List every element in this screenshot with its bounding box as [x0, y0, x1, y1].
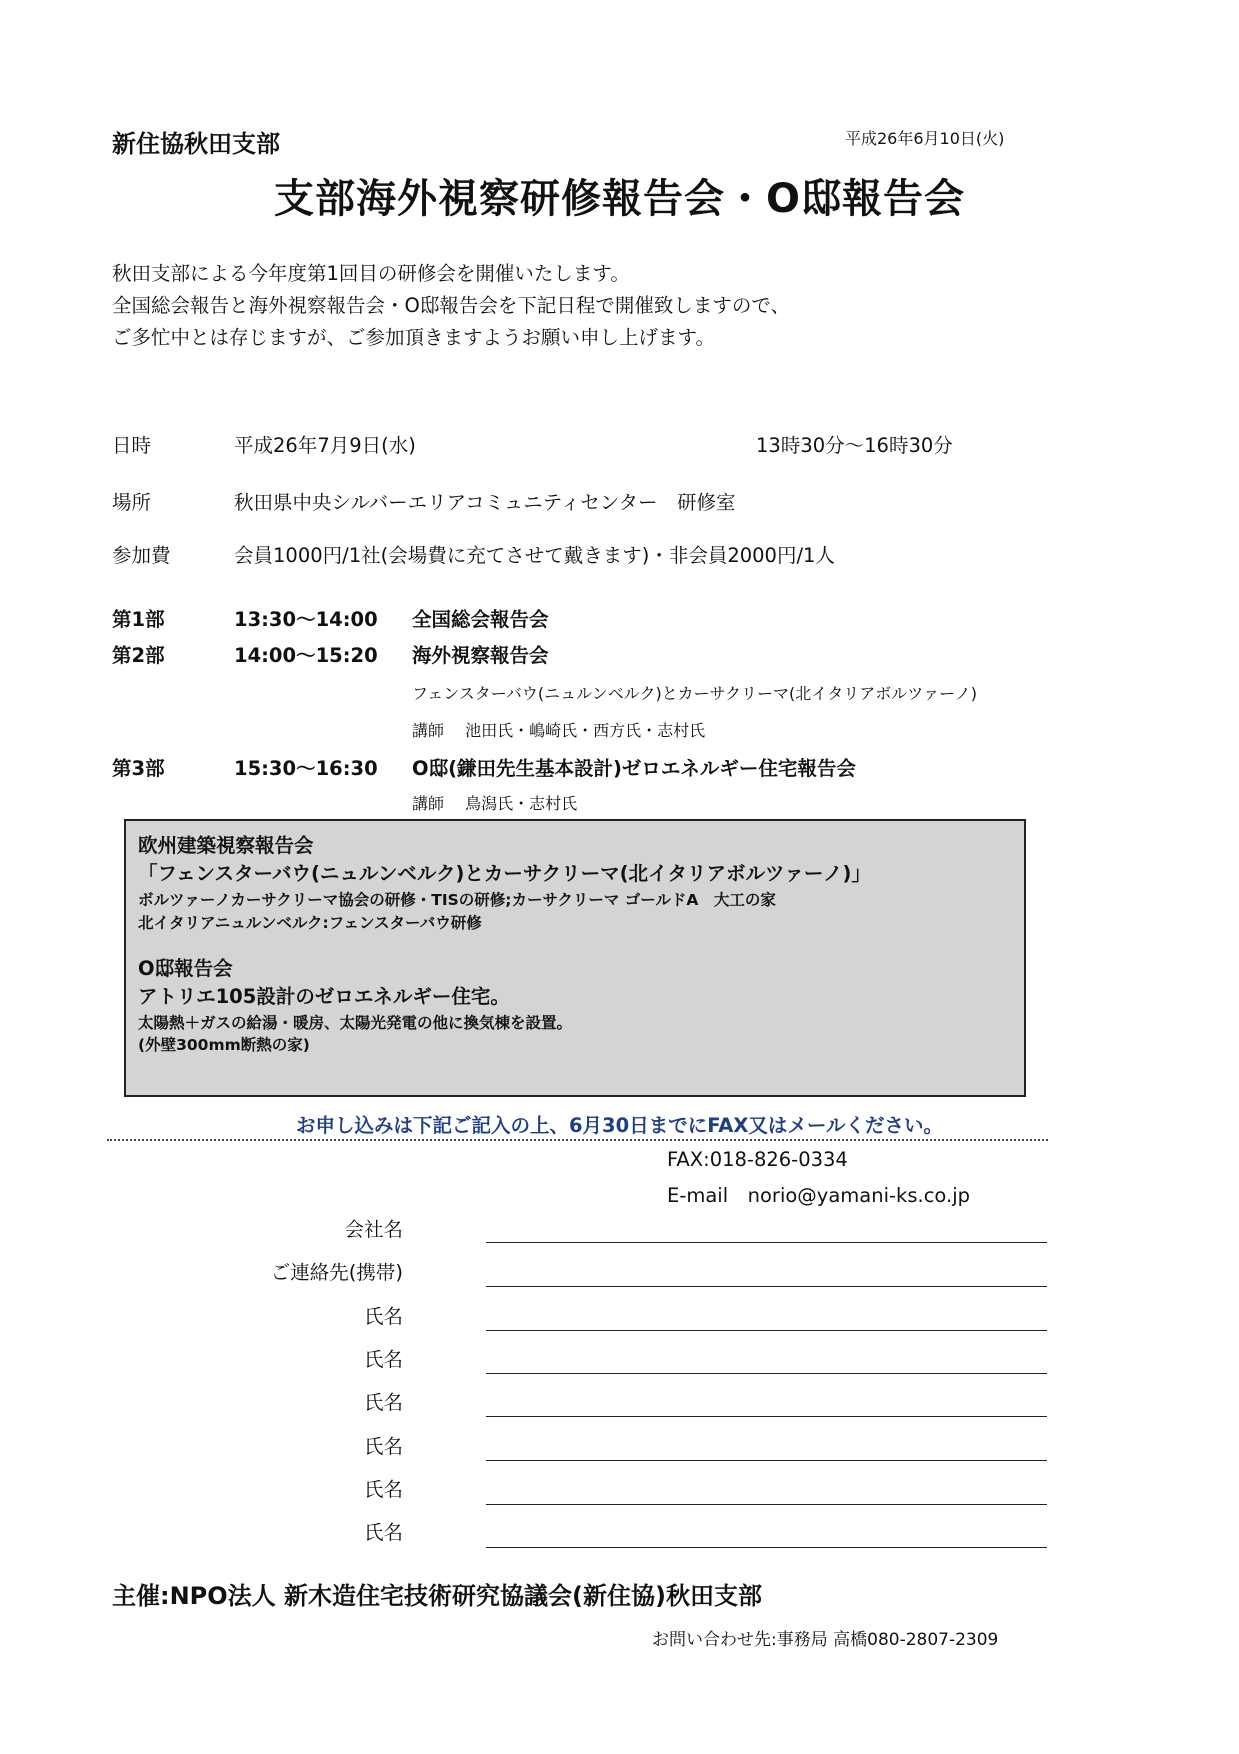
name-field-1[interactable]	[486, 1330, 1047, 1331]
box-line-4: (外壁300mm断熱の家)	[138, 1036, 310, 1054]
part2-lecturers: 講師 池田氏・嶋崎氏・西方氏・志村氏	[412, 721, 706, 740]
company-name-field[interactable]	[486, 1242, 1047, 1243]
fee-value: 会員1000円/1社(会場費に充てさせて戴きます)・非会員2000円/1人	[234, 544, 835, 567]
name-label-2: 氏名	[363, 1348, 403, 1371]
name-field-5[interactable]	[486, 1504, 1047, 1505]
name-label-3: 氏名	[363, 1391, 403, 1414]
name-label-6: 氏名	[363, 1521, 403, 1544]
application-notice: お申し込みは下記ご記入の上、6月30日までにFAX又はメールください。	[295, 1114, 944, 1137]
document-date: 平成26年6月10日(火)	[845, 129, 1005, 148]
part2-time: 14:00～15:20	[234, 644, 378, 667]
part2-subtitle: フェンスターバウ(ニュルンベルク)とカーサクリーマ(北イタリアボルツァーノ)	[412, 684, 978, 703]
box-line-2: 北イタリアニュルンベルク:フェンスターバウ研修	[138, 914, 482, 932]
name-field-4[interactable]	[486, 1460, 1047, 1461]
box-line-1: ボルツァーノカーサクリーマ協会の研修・TISの研修;カーサクリーマ ゴールドA 大工の家	[138, 891, 776, 909]
time-range: 13時30分～16時30分	[756, 434, 953, 457]
datetime-label: 日時	[112, 434, 152, 457]
intro-line-3: ご多忙中とは存じますが、ご参加頂きますようお願い申し上げます。	[112, 326, 715, 349]
box-subtitle-europe: 「フェンスターバウ(ニュルンベルク)とカーサクリーマ(北イタリアボルツァーノ)」	[138, 862, 871, 885]
fee-label: 参加費	[112, 544, 171, 567]
box-line-3: 太陽熱＋ガスの給湯・暖房、太陽光発電の他に換気棟を設置。	[138, 1014, 573, 1032]
part1-title: 全国総会報告会	[412, 608, 549, 631]
name-label-1: 氏名	[363, 1305, 403, 1328]
part1-time: 13:30～14:00	[234, 608, 378, 631]
box-heading-o-house: O邸報告会	[138, 957, 233, 980]
contact-label: ご連絡先(携帯)	[270, 1261, 403, 1284]
part3-label: 第3部	[112, 757, 165, 780]
part3-time: 15:30～16:30	[234, 757, 378, 780]
organizer: 主催:NPO法人 新木造住宅技術研究協議会(新住協)秋田支部	[112, 1582, 762, 1610]
inquiry-contact: お問い合わせ先:事務局 高橋080-2807-2309	[652, 1630, 999, 1650]
name-label-5: 氏名	[363, 1478, 403, 1501]
place-value: 秋田県中央シルバーエリアコミュニティセンター 研修室	[234, 491, 736, 514]
email-address[interactable]: E-mail norio@yamani-ks.co.jp	[667, 1184, 970, 1207]
box-subtitle-o-house: アトリエ105設計のゼロエネルギー住宅。	[138, 985, 510, 1008]
contact-field[interactable]	[486, 1286, 1047, 1287]
organization-name: 新住協秋田支部	[112, 130, 280, 158]
part3-title: O邸(鎌田先生基本設計)ゼロエネルギー住宅報告会	[412, 757, 856, 780]
name-field-3[interactable]	[486, 1416, 1047, 1417]
info-box	[124, 819, 1026, 1097]
intro-line-1: 秋田支部による今年度第1回目の研修会を開催いたします。	[112, 262, 630, 285]
part1-label: 第1部	[112, 608, 165, 631]
fax-number: FAX:018-826-0334	[667, 1148, 848, 1171]
page-title: 支部海外視察研修報告会・O邸報告会	[273, 176, 965, 222]
company-name-label: 会社名	[344, 1218, 403, 1241]
name-field-2[interactable]	[486, 1373, 1047, 1374]
intro-line-2: 全国総会報告と海外視察報告会・O邸報告会を下記日程で開催致しますので、	[112, 294, 790, 317]
place-label: 場所	[112, 491, 152, 514]
part2-title: 海外視察報告会	[412, 644, 549, 667]
name-field-6[interactable]	[486, 1547, 1047, 1548]
name-label-4: 氏名	[363, 1435, 403, 1458]
datetime-value: 平成26年7月9日(水)	[234, 434, 416, 457]
part3-lecturers: 講師 鳥潟氏・志村氏	[412, 794, 578, 813]
cut-line	[107, 1139, 1048, 1141]
part2-label: 第2部	[112, 644, 165, 667]
box-heading-europe: 欧州建築視察報告会	[138, 834, 314, 857]
